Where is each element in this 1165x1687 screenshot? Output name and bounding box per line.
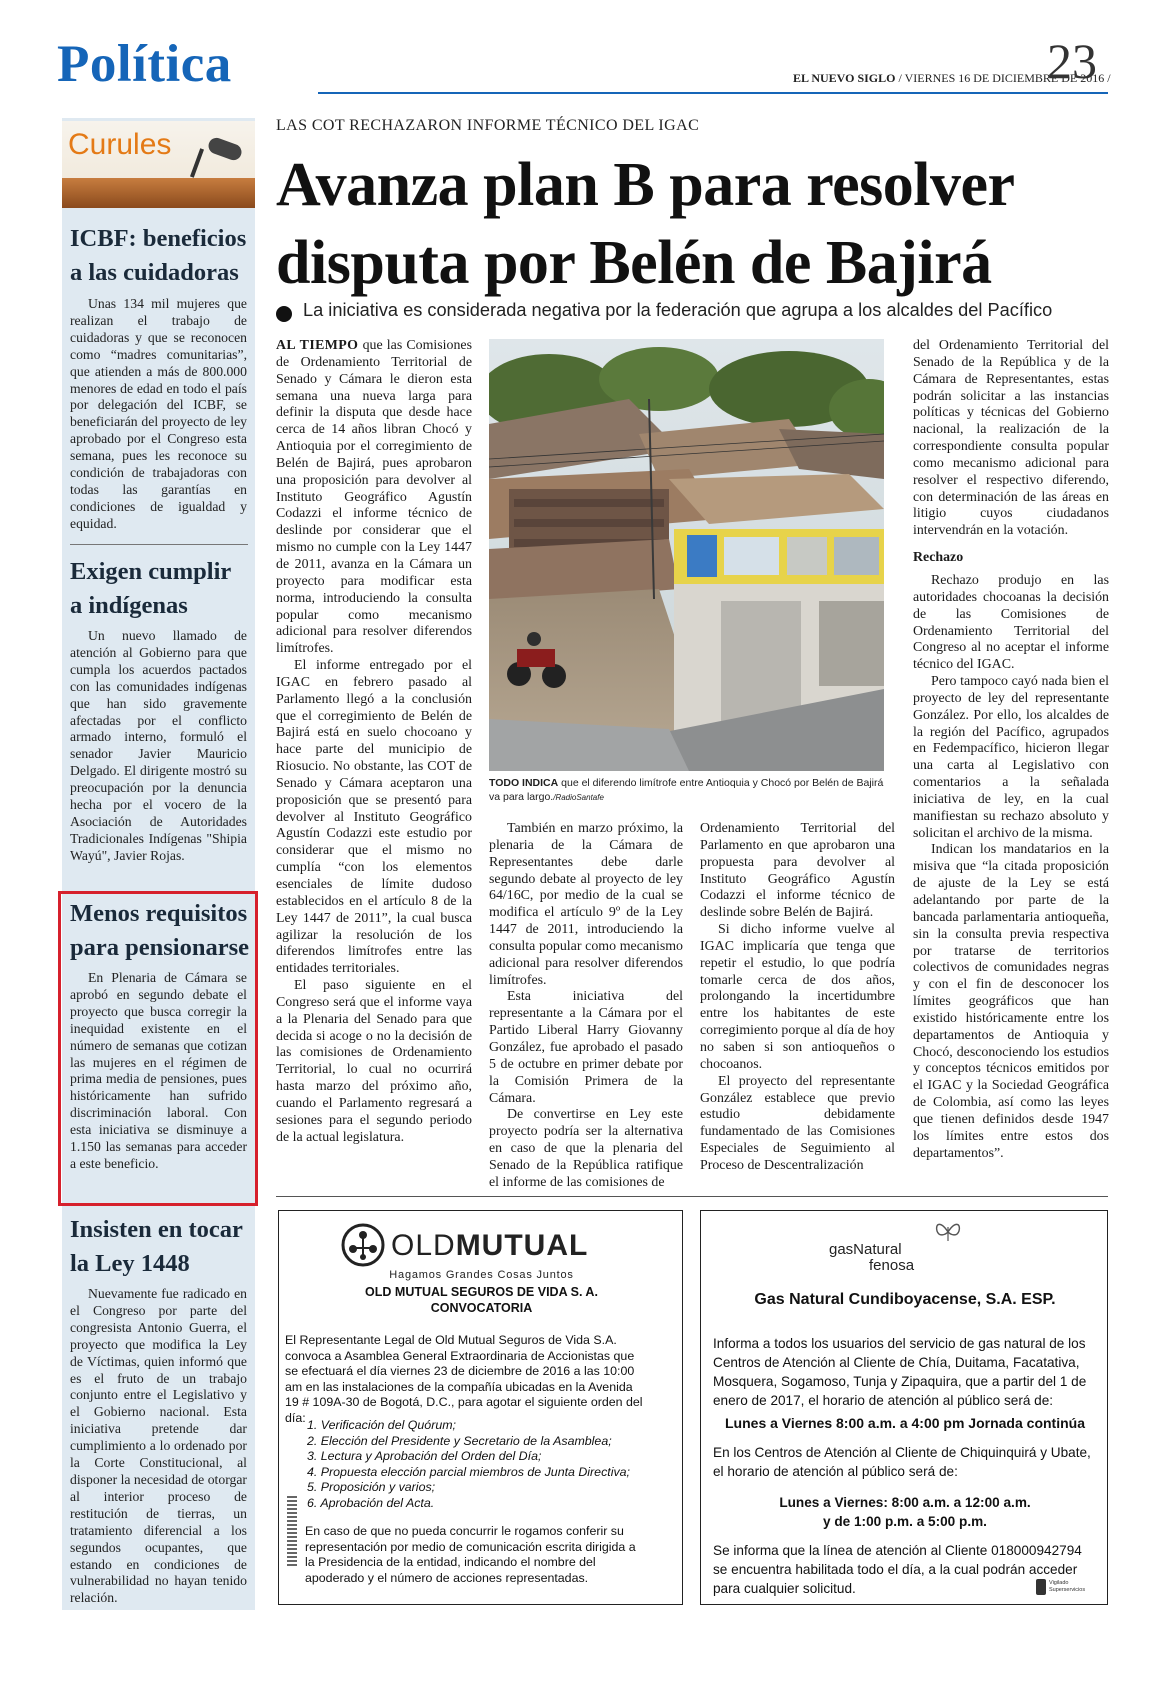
agenda-list (307, 1418, 647, 1512)
brief-body: En Plenaria de Cámara se aprobó en segundo debate el proyecto que busca corregir la inequidad existente en el número de semanas que cotizan las mujeres en el régimen de prima media de pensiones, pues históricamente han sufrido discriminación laboral. Con esta iniciativa se disminuye a 1.150 las semanas para acceder a este beneficio. (70, 970, 247, 1171)
company-name: Gas Natural Cundiboyacense, S.A. ESP. (754, 1291, 1056, 1308)
brief-body: Un nuevo llamado de atención al Gobierno para que cumpla los acuerdos pactados con las comunidades indígenas que han sido gravemente afectadas por el conflicto armado interno, formuló el senador Javier Mauricio Delgado. El dirigente mostró su preocupación por la denuncia hecha por el vocero de la Asociación de Autoridades Tradicionales Indígenas "Shipia Wayú", Javier Rojas. (70, 628, 247, 863)
article-headline: Avanza plan B para resolver disputa por Belén de Bajirá (276, 151, 1015, 297)
footer-note: En caso de que no pueda concurrir le rogamos conferir su representación por medio de comunicación escrita dirigida a la Presidencia de la entidad, indicando el nombre del apoderado y el número de acciones representadas. (305, 1524, 636, 1585)
agenda-item: 2. Elección del Presidente y Secretario de la Asamblea; (307, 1433, 612, 1448)
bullet-icon (276, 306, 292, 322)
brief-body: Unas 134 mil mujeres que realizan el trabajo de cuidadoras y que se reconocen como “madres comunitarias”, que atienden a más de 800.000 menores de edad en todo el país por delegación del ICBF, se beneficiarán del proyecto de ley aprobado por el Congreso esta semana, pues les reconoce su condición de trabajadoras con todas las garantías en condiciones de igualdad y equidad. (70, 296, 247, 531)
gas-logo-text: gasNatural (829, 1241, 902, 1258)
agenda-item: 1. Verificación del Quórum; (307, 1418, 456, 1432)
hours-secondary: Lunes a Viernes: 8:00 a.m. a 12:00 a.m. y de 1:00 p.m. a 5:00 p.m. (779, 1495, 1031, 1529)
legal-fine-print (287, 1496, 297, 1566)
article-column-4: del Ordenamiento Territorial del Senado de la República y de la Cámara de Representantes, estas podrán solicitar a las instancias políticas y técnicas del Gobierno nacional, la realización de la correspondiente consulta popular como mecanismo adicional para resolver el respectivo diferendo, con determinación de las áreas en litigio cuyos ciudadanos intervendrán en la votación. Rechazo Rechazo produjo en las autoridades chocoanas la decisión de las Comisiones de Ordenamiento Territorial del Congreso al no aceptar el informe técnico del IGAC. Pero tampoco cayó nada bien el proyecto de ley del representante González. Por ello, los alcaldes de la región del Pacífico, agrupados en Fedempacífico, hicieron llegar una carta al Legislativo con comentarios a la señalada iniciativa de ley, en la cual manifiestan su rechazo absoluto y solicitan el archivo de la misma. Indican los mandatarios en la misiva que “la citada proposición de ajuste de la Ley se está adelantando por parte de la bancada parlamentaria antioqueña, sin la consulta previa respectiva por tratarse de territorios colectivos de comunidades negras y con el fin de desconocer los límites geográficos que han existido históricamente entre los departamentos de Antioquia y Chocó, desconociendo los estudios y conceptos técnicos emitidos por el IGAC y la Sociedad Geográfica de Colombia, así como las leyes que tienen definidos desde 1947 los límites entre estos dos departamentos”. (913, 338, 1109, 1161)
article-column-1: AL TIEMPO que las Comisiones de Ordenamiento Territorial de Senado y Cámara le dieron esta semana una nueva larga para definir la disputa que desde hace cerca de 14 años libran Chocó y Antioquia por el corregimiento de Belén de Bajirá, pues aprobaron una proposición para devolver al Instituto Geográfico Agustín Codazzi el informe técnico de deslinde por considerar que el mismo no cumple con la Ley 1447 de 2011, avanza en la Cámara un proyecto para modificar esta norma, introduciendo la consulta popular como mecanismo adicional para resolver diferendos limítrofes. El informe entregado por el IGAC en febrero pasado al Parlamento llegó a la conclusión que el corregimiento de Belén de Bajirá está en suelo chocoano y hace parte del municipio de Riosucio. No obstante, las COT de Senado y Cámara aceptaron una proposición que se presentó para devolver al Instituto Geográfico Agustín Codazzi este estudio por considerar que el mismo no cumplía “con los elementos esenciales de límite dudoso establecidos en el artículo 8 de la Ley 1447 de 2011”, la cual busca agilizar la resolución de los diferendos limítrofes entre las entidades territoriales. El paso siguiente en el Congreso será que el informe vaya a la Plenaria del Senado para que decida si acoge o no la decisión de las comisiones de Ordenamiento Territorial, lo cual no ocurrirá hasta marzo del próximo año, cuando el Parlamento regresará a sesiones para el segundo periodo de la actual legislatura. (276, 338, 472, 1145)
notice-text-2: En los Centros de Atención al Cliente de Chiquinquirá y Ubate, el horario de atención al público será de: (713, 1445, 1091, 1479)
header-rule (318, 92, 1108, 94)
convocation-text: El Representante Legal de Old Mutual Seguros de Vida S.A. convoca a Asamblea General Extraordinaria de Accionistas que se efectuará el día viernes 23 de diciembre de 2016 a las 10:00 am en las instalaciones de la compañía ubicadas en la Avenida 19 # 109A-30 de Bogotá, D.C., para agotar el siguiente orden del día: (285, 1333, 643, 1425)
brief-title: Exigen cumplir a indígenas (70, 558, 232, 619)
issue-date: / VIERNES 16 DE DICIEMBRE DE 2016 / (898, 71, 1111, 85)
lead-in: AL TIEMPO (276, 338, 359, 353)
hours-main: Lunes a Viernes 8:00 a.m. a 4:00 pm Jornada continúa (725, 1415, 1085, 1431)
street-scene-photo (489, 339, 884, 771)
vigilado-label: Vigilado Superservicios (1049, 1580, 1086, 1593)
brief-body: Nuevamente fue radicado en el Congreso por parte del congresista Antonio Guerra, el proyecto que modifica la Ley de Víctimas, quien informó que es el fruto de un trabajo conjunto entre el Legislativo y el Gobierno nacional. Esta iniciativa pretende dar cumplimiento a lo ordenado por la Corte Constitucional, al disponer la necesidad de otorgar al interior proceso de restitución de tierras, un tratamiento diferencial a los segundos ocupantes, que estando en condiciones de vulnerabilidad no hayan tenido relación. (70, 1286, 247, 1606)
ads-divider (276, 1196, 1108, 1197)
subheading: Rechazo (913, 550, 964, 566)
article-column-3: Ordenamiento Territorial del Parlamento en que aprobaron una propuesta para devolver al Instituto Geográfico Agustín Codazzi el informe técnico de deslinde sobre Belén de Bajirá. Si dicho informe vuelve al IGAC implicaría que tenga que repetir el estudio, lo que podría tomarle cerca de dos años, prolongando la incertidumbre entre los habitantes de este corregimiento porque al día de hoy no saben si son antioqueños o chocoanos. El proyecto del representante González establece que previo estudio debidamente fundamentado de las Comisiones Especiales de Seguimiento al Proceso de Descentralización (700, 821, 895, 1173)
ad-title: CONVOCATORIA (430, 1301, 533, 1315)
divider (70, 544, 248, 545)
old-mutual-logo-text: OLDMUTUAL (391, 1229, 589, 1262)
brief-title: Menos requisitos para pensionarse (70, 900, 250, 961)
notice-text-3: Se informa que la línea de atención al Cliente 018000942794 se encuentra habilitada todo el día, a la cual podrán acceder para cualquier solicitud. (713, 1543, 1082, 1596)
agenda-item: 5. Proposición y varios; (307, 1480, 436, 1495)
photo-credit: /RadioSantafe (553, 793, 604, 802)
company-name: OLD MUTUAL SEGUROS DE VIDA S. A. (365, 1285, 598, 1299)
section-title: Política (57, 35, 232, 93)
photo-caption: TODO INDICA que el diferendo limítrofe entre Antioquia y Chocó por Belén de Bajirá va para largo./RadioSantafe (489, 777, 884, 803)
article-column-2: También en marzo próximo, la plenaria de la Cámara de Representantes debe darle segundo debate al proyecto de ley 64/16C, por medio de la cual se modifica el artículo 9º de la Ley 1447 de 2011, introduciendo la consulta popular como mecanismo adicional para resolver diferendos limítrofes. Esta iniciativa del representante a la Cámara por el Partido Liberal Harry Giovanny González, fue aprobado el pasado 5 de octubre en primer debate por la Comisión Primera de la Cámara. De convertirse en Ley este proyecto podría ser la alternativa en caso de que la plenaria del Senado de la República ratifique el informe de las comisiones de (489, 821, 683, 1190)
page-number: 23 (1047, 33, 1097, 89)
notice-text: Informa a todos los usuarios del servicio de gas natural de los Centros de Atención al Cliente de Chía, Duitama, Facatativa, Mosquera, Sogamoso, Tunja y Zipaquira, que a partir del 1 de enero de 2017, el horario de atención al público será de: (713, 1336, 1087, 1408)
brief-title: ICBF: beneficios a las cuidadoras (70, 225, 247, 286)
newspaper-name: EL NUEVO SIGLO (793, 71, 896, 85)
slogan: Hagamos Grandes Cosas Juntos (389, 1269, 574, 1281)
article-photo (489, 339, 884, 771)
agenda-item: 6. Aprobación del Acta. (307, 1495, 435, 1510)
ad-old-mutual (278, 1210, 683, 1605)
gas-logo-subtext: fenosa (869, 1257, 915, 1274)
ad-gas-natural (700, 1210, 1108, 1605)
article-deck: La iniciativa es considerada negativa por la federación que agrupa a los alcaldes del Pacífico (303, 300, 1053, 320)
article-kicker: LAS COT RECHAZARON INFORME TÉCNICO DEL IGAC (276, 117, 700, 134)
podium-illustration (62, 178, 255, 208)
old-mutual-logo-icon (341, 1223, 385, 1267)
agenda-item: 4. Propuesta elección parcial miembros de Junta Directiva; (307, 1464, 630, 1479)
butterfly-logo-icon (933, 1219, 963, 1245)
superservicios-icon (1036, 1579, 1046, 1595)
brief-title: Insisten en tocar la Ley 1448 (70, 1216, 243, 1277)
agenda-item: 3. Lectura y Aprobación del Orden del Día; (307, 1449, 542, 1464)
curules-label: Curules (68, 128, 172, 161)
